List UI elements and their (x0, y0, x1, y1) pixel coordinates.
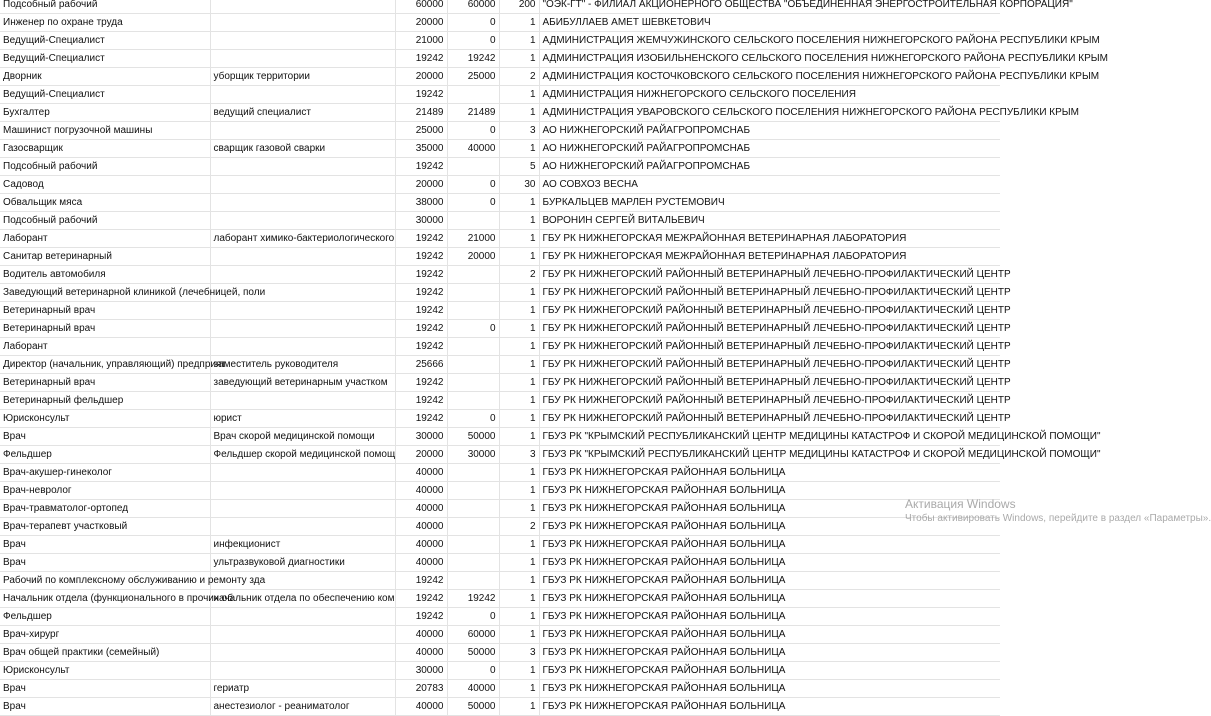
cell-salary-max[interactable]: 50000 (447, 428, 499, 446)
cell-salary-max[interactable] (447, 518, 499, 536)
cell-position[interactable]: Ветеринарный фельдшер (0, 392, 210, 410)
cell-employer[interactable]: ГБУЗ РК НИЖНЕГОРСКАЯ РАЙОННАЯ БОЛЬНИЦА (539, 698, 1000, 716)
cell-employer[interactable]: АДМИНИСТРАЦИЯ КОСТОЧКОВСКОГО СЕЛЬСКОГО ПОСЕЛЕНИЯ НИЖНЕГОРСКОГО РАЙОНА РЕСПУБЛИКИ КРЫМ (539, 68, 1000, 86)
cell-specialty[interactable] (210, 662, 395, 680)
table-row (0, 68, 1000, 86)
cell-salary-min[interactable]: 20783 (395, 680, 447, 698)
cell-specialty[interactable] (210, 500, 395, 518)
cell-employer[interactable]: АДМИНИСТРАЦИЯ НИЖНЕГОРСКОГО СЕЛЬСКОГО ПОСЕЛЕНИЯ (539, 86, 1000, 104)
cell-salary-max[interactable]: 0 (447, 32, 499, 50)
cell-employer[interactable]: АДМИНИСТРАЦИЯ УВАРОВСКОГО СЕЛЬСКОГО ПОСЕЛЕНИЯ НИЖНЕГОРСКОГО РАЙОНА РЕСПУБЛИКИ КРЫМ (539, 104, 1000, 122)
cell-specialty[interactable]: ультразвуковой диагностики (210, 554, 395, 572)
cell-position[interactable]: Ветеринарный врач (0, 302, 210, 320)
cell-position[interactable]: Подсобный рабочий (0, 0, 210, 14)
cell-position[interactable]: Фельдшер (0, 446, 210, 464)
cell-salary-max[interactable] (447, 212, 499, 230)
cell-salary-max[interactable]: 0 (447, 410, 499, 428)
cell-salary-max[interactable]: 0 (447, 320, 499, 338)
table-row (0, 338, 1000, 356)
table-row (0, 14, 1000, 32)
cell-vacancies[interactable]: 1 (499, 608, 539, 626)
cell-position[interactable]: Дворник (0, 68, 210, 86)
cell-salary-max[interactable]: 19242 (447, 590, 499, 608)
cell-salary-min[interactable]: 25666 (395, 356, 447, 374)
table-row (0, 500, 1000, 518)
cell-salary-min[interactable]: 19242 (395, 590, 447, 608)
cell-vacancies[interactable]: 1 (499, 50, 539, 68)
table-row (0, 572, 1000, 590)
cell-employer[interactable]: АО НИЖНЕГОРСКИЙ РАЙАГРОПРОМСНАБ (539, 140, 1000, 158)
table-row (0, 158, 1000, 176)
cell-vacancies[interactable]: 2 (499, 68, 539, 86)
cell-position[interactable]: Врач (0, 680, 210, 698)
cell-vacancies[interactable]: 5 (499, 158, 539, 176)
cell-vacancies[interactable]: 1 (499, 338, 539, 356)
cell-salary-min[interactable]: 40000 (395, 518, 447, 536)
cell-salary-max[interactable]: 20000 (447, 248, 499, 266)
cell-salary-min[interactable]: 30000 (395, 428, 447, 446)
cell-employer[interactable]: ГБУЗ РК НИЖНЕГОРСКАЯ РАЙОННАЯ БОЛЬНИЦА (539, 536, 1000, 554)
cell-employer[interactable]: ГБУ РК НИЖНЕГОРСКИЙ РАЙОННЫЙ ВЕТЕРИНАРНЫЙ ЛЕЧЕБНО-ПРОФИЛАКТИЧЕСКИЙ ЦЕНТР (539, 266, 1000, 284)
cell-vacancies[interactable]: 2 (499, 266, 539, 284)
cell-vacancies[interactable]: 1 (499, 248, 539, 266)
cell-position[interactable]: Рабочий по комплексному обслуживанию и ремонту зда (0, 572, 210, 590)
cell-employer[interactable]: ГБУЗ РК НИЖНЕГОРСКАЯ РАЙОННАЯ БОЛЬНИЦА (539, 644, 1000, 662)
cell-salary-max[interactable]: 19242 (447, 50, 499, 68)
cell-specialty[interactable]: Врач скорой медицинской помощи (210, 428, 395, 446)
cell-employer[interactable]: БУРКАЛЬЦЕВ МАРЛЕН РУСТЕМОВИЧ (539, 194, 1000, 212)
cell-position[interactable]: Врач-невролог (0, 482, 210, 500)
cell-salary-max[interactable] (447, 284, 499, 302)
cell-vacancies[interactable]: 1 (499, 662, 539, 680)
cell-vacancies[interactable]: 1 (499, 392, 539, 410)
cell-employer[interactable]: АО СОВХОЗ ВЕСНА (539, 176, 1000, 194)
cell-position[interactable]: Заведующий ветеринарной клиникой (лечебницей, поли (0, 284, 210, 302)
cell-specialty[interactable] (210, 86, 395, 104)
cell-employer[interactable]: ГБУ РК НИЖНЕГОРСКАЯ МЕЖРАЙОННАЯ ВЕТЕРИНАРНАЯ ЛАБОРАТОРИЯ (539, 248, 1000, 266)
table-row (0, 536, 1000, 554)
cell-vacancies[interactable]: 1 (499, 554, 539, 572)
cell-employer[interactable]: ГБУЗ РК "КРЫМСКИЙ РЕСПУБЛИКАНСКИЙ ЦЕНТР МЕДИЦИНЫ КАТАСТРОФ И СКОРОЙ МЕДИЦИНСКОЙ ПОМОЩИ" (539, 446, 1000, 464)
cell-vacancies[interactable]: 200 (499, 0, 539, 14)
cell-specialty[interactable]: сварщик газовой сварки (210, 140, 395, 158)
cell-salary-max[interactable]: 30000 (447, 446, 499, 464)
cell-salary-max[interactable] (447, 266, 499, 284)
table-row (0, 644, 1000, 662)
cell-vacancies[interactable]: 1 (499, 32, 539, 50)
table-row (0, 482, 1000, 500)
cell-specialty[interactable] (210, 158, 395, 176)
table-row (0, 410, 1000, 428)
cell-salary-max[interactable] (447, 158, 499, 176)
cell-vacancies[interactable]: 1 (499, 500, 539, 518)
cell-position[interactable]: Врач (0, 698, 210, 716)
cell-vacancies[interactable]: 1 (499, 410, 539, 428)
table-row (0, 104, 1000, 122)
cell-salary-min[interactable]: 19242 (395, 266, 447, 284)
cell-vacancies[interactable]: 30 (499, 176, 539, 194)
cell-employer[interactable]: ГБУЗ РК НИЖНЕГОРСКАЯ РАЙОННАЯ БОЛЬНИЦА (539, 464, 1000, 482)
windows-activation-watermark (905, 497, 1211, 524)
cell-position[interactable]: Санитар ветеринарный (0, 248, 210, 266)
cell-vacancies[interactable]: 1 (499, 284, 539, 302)
cell-vacancies[interactable]: 1 (499, 86, 539, 104)
cell-salary-max[interactable]: 40000 (447, 140, 499, 158)
cell-vacancies[interactable]: 1 (499, 356, 539, 374)
cell-salary-min[interactable]: 30000 (395, 662, 447, 680)
cell-specialty[interactable]: заместитель руководителя (210, 356, 395, 374)
cell-employer[interactable]: ВОРОНИН СЕРГЕЙ ВИТАЛЬЕВИЧ (539, 212, 1000, 230)
table-row (0, 428, 1000, 446)
cell-specialty[interactable] (210, 212, 395, 230)
cell-salary-min[interactable]: 19242 (395, 410, 447, 428)
cell-specialty[interactable] (210, 464, 395, 482)
cell-specialty[interactable] (210, 14, 395, 32)
cell-position[interactable]: Врач (0, 554, 210, 572)
table-row (0, 518, 1000, 536)
cell-position[interactable]: Врач общей практики (семейный) (0, 644, 210, 662)
cell-specialty[interactable] (210, 248, 395, 266)
cell-salary-min[interactable]: 40000 (395, 644, 447, 662)
table-row (0, 590, 1000, 608)
cell-specialty[interactable] (210, 32, 395, 50)
table-row (0, 626, 1000, 644)
cell-salary-min[interactable]: 19242 (395, 572, 447, 590)
cell-salary-max[interactable]: 50000 (447, 698, 499, 716)
table-row (0, 194, 1000, 212)
cell-specialty[interactable] (210, 0, 395, 14)
cell-salary-min[interactable]: 19242 (395, 230, 447, 248)
cell-position[interactable]: Ветеринарный врач (0, 320, 210, 338)
cell-position[interactable]: Подсобный рабочий (0, 212, 210, 230)
table-row (0, 284, 1000, 302)
cell-position[interactable]: Начальник отдела (функционального в прочих об (0, 590, 210, 608)
cell-vacancies[interactable]: 1 (499, 590, 539, 608)
table-row (0, 662, 1000, 680)
table-row (0, 302, 1000, 320)
cell-salary-max[interactable] (447, 356, 499, 374)
table-row (0, 554, 1000, 572)
cell-salary-min[interactable]: 19242 (395, 248, 447, 266)
cell-employer[interactable]: ГБУЗ РК НИЖНЕГОРСКАЯ РАЙОННАЯ БОЛЬНИЦА (539, 590, 1000, 608)
table-row (0, 230, 1000, 248)
table-row (0, 140, 1000, 158)
cell-employer[interactable]: ГБУ РК НИЖНЕГОРСКАЯ МЕЖРАЙОННАЯ ВЕТЕРИНАРНАЯ ЛАБОРАТОРИЯ (539, 230, 1000, 248)
cell-employer[interactable]: ГБУЗ РК НИЖНЕГОРСКАЯ РАЙОННАЯ БОЛЬНИЦА (539, 518, 1000, 536)
table-row (0, 176, 1000, 194)
cell-salary-min[interactable]: 40000 (395, 536, 447, 554)
table-row (0, 392, 1000, 410)
cell-salary-max[interactable]: 60000 (447, 626, 499, 644)
cell-employer[interactable]: ГБУ РК НИЖНЕГОРСКИЙ РАЙОННЫЙ ВЕТЕРИНАРНЫЙ ЛЕЧЕБНО-ПРОФИЛАКТИЧЕСКИЙ ЦЕНТР (539, 356, 1000, 374)
cell-vacancies[interactable]: 1 (499, 140, 539, 158)
cell-salary-min[interactable]: 40000 (395, 698, 447, 716)
cell-salary-max[interactable]: 25000 (447, 68, 499, 86)
cell-salary-min[interactable]: 19242 (395, 86, 447, 104)
table-row (0, 446, 1000, 464)
cell-salary-min[interactable]: 21000 (395, 32, 447, 50)
cell-salary-max[interactable] (447, 86, 499, 104)
cell-salary-max[interactable] (447, 392, 499, 410)
cell-salary-min[interactable]: 40000 (395, 554, 447, 572)
cell-employer[interactable]: ГБУ РК НИЖНЕГОРСКИЙ РАЙОННЫЙ ВЕТЕРИНАРНЫЙ ЛЕЧЕБНО-ПРОФИЛАКТИЧЕСКИЙ ЦЕНТР (539, 338, 1000, 356)
cell-employer[interactable]: ГБУЗ РК "КРЫМСКИЙ РЕСПУБЛИКАНСКИЙ ЦЕНТР МЕДИЦИНЫ КАТАСТРОФ И СКОРОЙ МЕДИЦИНСКОЙ ПОМОЩИ" (539, 428, 1000, 446)
cell-salary-max[interactable]: 0 (447, 194, 499, 212)
cell-position[interactable]: Фельдшер (0, 608, 210, 626)
cell-specialty[interactable]: гериатр (210, 680, 395, 698)
cell-salary-min[interactable]: 38000 (395, 194, 447, 212)
cell-position[interactable]: Директор (начальник, управляющий) предприят (0, 356, 210, 374)
cell-employer[interactable]: АБИБУЛЛАЕВ АМЕТ ШЕВКЕТОВИЧ (539, 14, 1000, 32)
cell-employer[interactable]: ГБУ РК НИЖНЕГОРСКИЙ РАЙОННЫЙ ВЕТЕРИНАРНЫЙ ЛЕЧЕБНО-ПРОФИЛАКТИЧЕСКИЙ ЦЕНТР (539, 284, 1000, 302)
cell-salary-min[interactable]: 20000 (395, 14, 447, 32)
cell-vacancies[interactable]: 1 (499, 626, 539, 644)
cell-salary-min[interactable]: 19242 (395, 392, 447, 410)
cell-specialty[interactable] (210, 518, 395, 536)
cell-position[interactable]: Обвальщик мяса (0, 194, 210, 212)
table-row (0, 212, 1000, 230)
cell-employer[interactable]: ГБУ РК НИЖНЕГОРСКИЙ РАЙОННЫЙ ВЕТЕРИНАРНЫЙ ЛЕЧЕБНО-ПРОФИЛАКТИЧЕСКИЙ ЦЕНТР (539, 302, 1000, 320)
cell-employer[interactable]: АДМИНИСТРАЦИЯ ЖЕМЧУЖИНСКОГО СЕЛЬСКОГО ПОСЕЛЕНИЯ НИЖНЕГОРСКОГО РАЙОНА РЕСПУБЛИКИ КРЫМ (539, 32, 1000, 50)
cell-vacancies[interactable]: 1 (499, 302, 539, 320)
table-row (0, 356, 1000, 374)
cell-employer[interactable]: АДМИНИСТРАЦИЯ ИЗОБИЛЬНЕНСКОГО СЕЛЬСКОГО ПОСЕЛЕНИЯ НИЖНЕГОРСКОГО РАЙОНА РЕСПУБЛИКИ КРЫМ (539, 50, 1000, 68)
cell-salary-max[interactable]: 40000 (447, 680, 499, 698)
cell-salary-min[interactable]: 19242 (395, 320, 447, 338)
cell-vacancies[interactable]: 2 (499, 518, 539, 536)
table-row (0, 320, 1000, 338)
table-row (0, 266, 1000, 284)
cell-vacancies[interactable]: 3 (499, 122, 539, 140)
cell-salary-max[interactable]: 0 (447, 176, 499, 194)
table-row (0, 698, 1000, 716)
table-row (0, 0, 1000, 14)
cell-specialty[interactable]: Фельдшер скорой медицинской помощ (210, 446, 395, 464)
cell-specialty[interactable] (210, 320, 395, 338)
table-row (0, 248, 1000, 266)
cell-position[interactable]: Юрисконсульт (0, 410, 210, 428)
table-row (0, 122, 1000, 140)
cell-specialty[interactable] (210, 50, 395, 68)
cell-salary-min[interactable]: 40000 (395, 482, 447, 500)
cell-employer[interactable]: ГБУЗ РК НИЖНЕГОРСКАЯ РАЙОННАЯ БОЛЬНИЦА (539, 572, 1000, 590)
cell-salary-min[interactable]: 40000 (395, 626, 447, 644)
cell-salary-min[interactable]: 20000 (395, 446, 447, 464)
cell-employer[interactable]: ГБУ РК НИЖНЕГОРСКИЙ РАЙОННЫЙ ВЕТЕРИНАРНЫЙ ЛЕЧЕБНО-ПРОФИЛАКТИЧЕСКИЙ ЦЕНТР (539, 320, 1000, 338)
cell-specialty[interactable] (210, 266, 395, 284)
cell-employer[interactable]: ГБУЗ РК НИЖНЕГОРСКАЯ РАЙОННАЯ БОЛЬНИЦА (539, 500, 1000, 518)
cell-vacancies[interactable]: 3 (499, 446, 539, 464)
cell-specialty[interactable]: инфекционист (210, 536, 395, 554)
cell-salary-min[interactable]: 21489 (395, 104, 447, 122)
cell-salary-max[interactable]: 0 (447, 662, 499, 680)
cell-salary-max[interactable] (447, 464, 499, 482)
cell-employer[interactable]: "ОЭК-ГТ" - ФИЛИАЛ АКЦИОНЕРНОГО ОБЩЕСТВА "ОБЪЕДИНЕННАЯ ЭНЕРГОСТРОИТЕЛЬНАЯ КОРПОРАЦИЯ" (539, 0, 1000, 14)
cell-specialty[interactable]: уборщик территории (210, 68, 395, 86)
cell-salary-max[interactable]: 0 (447, 608, 499, 626)
cell-salary-min[interactable]: 40000 (395, 464, 447, 482)
cell-salary-min[interactable]: 40000 (395, 500, 447, 518)
cell-specialty[interactable] (210, 608, 395, 626)
cell-specialty[interactable]: начальник отдела по обеспечению ком (210, 590, 395, 608)
cell-specialty[interactable] (210, 176, 395, 194)
cell-salary-min[interactable]: 20000 (395, 176, 447, 194)
cell-specialty[interactable] (210, 302, 395, 320)
cell-specialty[interactable]: заведующий ветеринарным участком (210, 374, 395, 392)
cell-salary-max[interactable]: 21489 (447, 104, 499, 122)
cell-specialty[interactable] (210, 392, 395, 410)
cell-position[interactable]: Бухгалтер (0, 104, 210, 122)
cell-salary-min[interactable]: 30000 (395, 212, 447, 230)
cell-vacancies[interactable]: 1 (499, 14, 539, 32)
cell-position[interactable]: Ведущий-Специалист (0, 86, 210, 104)
cell-vacancies[interactable]: 1 (499, 698, 539, 716)
cell-salary-min[interactable]: 19242 (395, 608, 447, 626)
cell-position[interactable]: Лаборант (0, 230, 210, 248)
cell-position[interactable]: Газосварщик (0, 140, 210, 158)
cell-employer[interactable]: ГБУ РК НИЖНЕГОРСКИЙ РАЙОННЫЙ ВЕТЕРИНАРНЫЙ ЛЕЧЕБНО-ПРОФИЛАКТИЧЕСКИЙ ЦЕНТР (539, 374, 1000, 392)
cell-position[interactable]: Машинист погрузочной машины (0, 122, 210, 140)
cell-position[interactable]: Ведущий-Специалист (0, 32, 210, 50)
cell-salary-min[interactable]: 19242 (395, 374, 447, 392)
cell-salary-max[interactable] (447, 338, 499, 356)
cell-salary-max[interactable]: 0 (447, 122, 499, 140)
table-row (0, 608, 1000, 626)
cell-vacancies[interactable]: 1 (499, 464, 539, 482)
cell-position[interactable]: Подсобный рабочий (0, 158, 210, 176)
cell-position[interactable]: Врач-терапевт участковый (0, 518, 210, 536)
cell-position[interactable]: Врач (0, 536, 210, 554)
cell-vacancies[interactable]: 1 (499, 482, 539, 500)
cell-position[interactable]: Водитель автомобиля (0, 266, 210, 284)
cell-position[interactable]: Инженер по охране труда (0, 14, 210, 32)
cell-salary-min[interactable]: 19242 (395, 302, 447, 320)
cell-vacancies[interactable]: 1 (499, 536, 539, 554)
watermark-title: Активация Windows (905, 497, 1016, 511)
watermark-subtitle: Чтобы активировать Windows, перейдите в раздел «Параметры». (905, 513, 1211, 524)
cell-specialty[interactable] (210, 122, 395, 140)
cell-vacancies[interactable]: 1 (499, 374, 539, 392)
cell-specialty[interactable] (210, 338, 395, 356)
cell-salary-max[interactable]: 60000 (447, 0, 499, 14)
cell-salary-max[interactable] (447, 374, 499, 392)
cell-vacancies[interactable]: 1 (499, 572, 539, 590)
cell-vacancies[interactable]: 1 (499, 680, 539, 698)
cell-employer[interactable]: ГБУЗ РК НИЖНЕГОРСКАЯ РАЙОННАЯ БОЛЬНИЦА (539, 680, 1000, 698)
cell-vacancies[interactable]: 1 (499, 320, 539, 338)
cell-employer[interactable]: ГБУЗ РК НИЖНЕГОРСКАЯ РАЙОННАЯ БОЛЬНИЦА (539, 608, 1000, 626)
cell-position[interactable]: Врач-травматолог-ортопед (0, 500, 210, 518)
table-row (0, 680, 1000, 698)
cell-employer[interactable]: АО НИЖНЕГОРСКИЙ РАЙАГРОПРОМСНАБ (539, 122, 1000, 140)
cell-vacancies[interactable]: 1 (499, 212, 539, 230)
cell-salary-min[interactable]: 20000 (395, 68, 447, 86)
cell-salary-max[interactable] (447, 500, 499, 518)
table-row (0, 50, 1000, 68)
cell-employer[interactable]: ГБУ РК НИЖНЕГОРСКИЙ РАЙОННЫЙ ВЕТЕРИНАРНЫЙ ЛЕЧЕБНО-ПРОФИЛАКТИЧЕСКИЙ ЦЕНТР (539, 410, 1000, 428)
cell-specialty[interactable]: юрист (210, 410, 395, 428)
cell-salary-max[interactable] (447, 554, 499, 572)
cell-position[interactable]: Юрисконсульт (0, 662, 210, 680)
cell-salary-min[interactable]: 60000 (395, 0, 447, 14)
cell-employer[interactable]: ГБУ РК НИЖНЕГОРСКИЙ РАЙОННЫЙ ВЕТЕРИНАРНЫЙ ЛЕЧЕБНО-ПРОФИЛАКТИЧЕСКИЙ ЦЕНТР (539, 392, 1000, 410)
cell-salary-min[interactable]: 19242 (395, 50, 447, 68)
cell-salary-max[interactable]: 50000 (447, 644, 499, 662)
cell-salary-max[interactable] (447, 302, 499, 320)
cell-specialty[interactable] (210, 194, 395, 212)
table-row (0, 86, 1000, 104)
cell-position[interactable]: Садовод (0, 176, 210, 194)
cell-salary-max[interactable] (447, 482, 499, 500)
cell-salary-min[interactable]: 19242 (395, 338, 447, 356)
cell-salary-max[interactable] (447, 572, 499, 590)
cell-vacancies[interactable]: 1 (499, 230, 539, 248)
cell-vacancies[interactable]: 3 (499, 644, 539, 662)
cell-position[interactable]: Врач-акушер-гинеколог (0, 464, 210, 482)
cell-employer[interactable]: ГБУЗ РК НИЖНЕГОРСКАЯ РАЙОННАЯ БОЛЬНИЦА (539, 482, 1000, 500)
table-row (0, 464, 1000, 482)
cell-salary-max[interactable]: 21000 (447, 230, 499, 248)
cell-specialty[interactable] (210, 482, 395, 500)
cell-specialty[interactable] (210, 644, 395, 662)
cell-employer[interactable]: ГБУЗ РК НИЖНЕГОРСКАЯ РАЙОННАЯ БОЛЬНИЦА (539, 662, 1000, 680)
table-row (0, 32, 1000, 50)
cell-position[interactable]: Лаборант (0, 338, 210, 356)
cell-salary-min[interactable]: 35000 (395, 140, 447, 158)
cell-vacancies[interactable]: 1 (499, 104, 539, 122)
cell-employer[interactable]: ГБУЗ РК НИЖНЕГОРСКАЯ РАЙОННАЯ БОЛЬНИЦА (539, 626, 1000, 644)
cell-vacancies[interactable]: 1 (499, 194, 539, 212)
cell-specialty[interactable]: ведущий специалист (210, 104, 395, 122)
cell-specialty[interactable] (210, 626, 395, 644)
cell-salary-max[interactable] (447, 536, 499, 554)
cell-employer[interactable]: АО НИЖНЕГОРСКИЙ РАЙАГРОПРОМСНАБ (539, 158, 1000, 176)
table-row (0, 374, 1000, 392)
cell-specialty[interactable]: лаборант химико-бактериологического (210, 230, 395, 248)
cell-position[interactable]: Врач-хирург (0, 626, 210, 644)
cell-employer[interactable]: ГБУЗ РК НИЖНЕГОРСКАЯ РАЙОННАЯ БОЛЬНИЦА (539, 554, 1000, 572)
cell-salary-min[interactable]: 19242 (395, 284, 447, 302)
cell-salary-max[interactable]: 0 (447, 14, 499, 32)
cell-vacancies[interactable]: 1 (499, 428, 539, 446)
cell-salary-min[interactable]: 25000 (395, 122, 447, 140)
cell-position[interactable]: Врач (0, 428, 210, 446)
cell-position[interactable]: Ветеринарный врач (0, 374, 210, 392)
cell-salary-min[interactable]: 19242 (395, 158, 447, 176)
cell-specialty[interactable]: анестезиолог - реаниматолог (210, 698, 395, 716)
cell-position[interactable]: Ведущий-Специалист (0, 50, 210, 68)
